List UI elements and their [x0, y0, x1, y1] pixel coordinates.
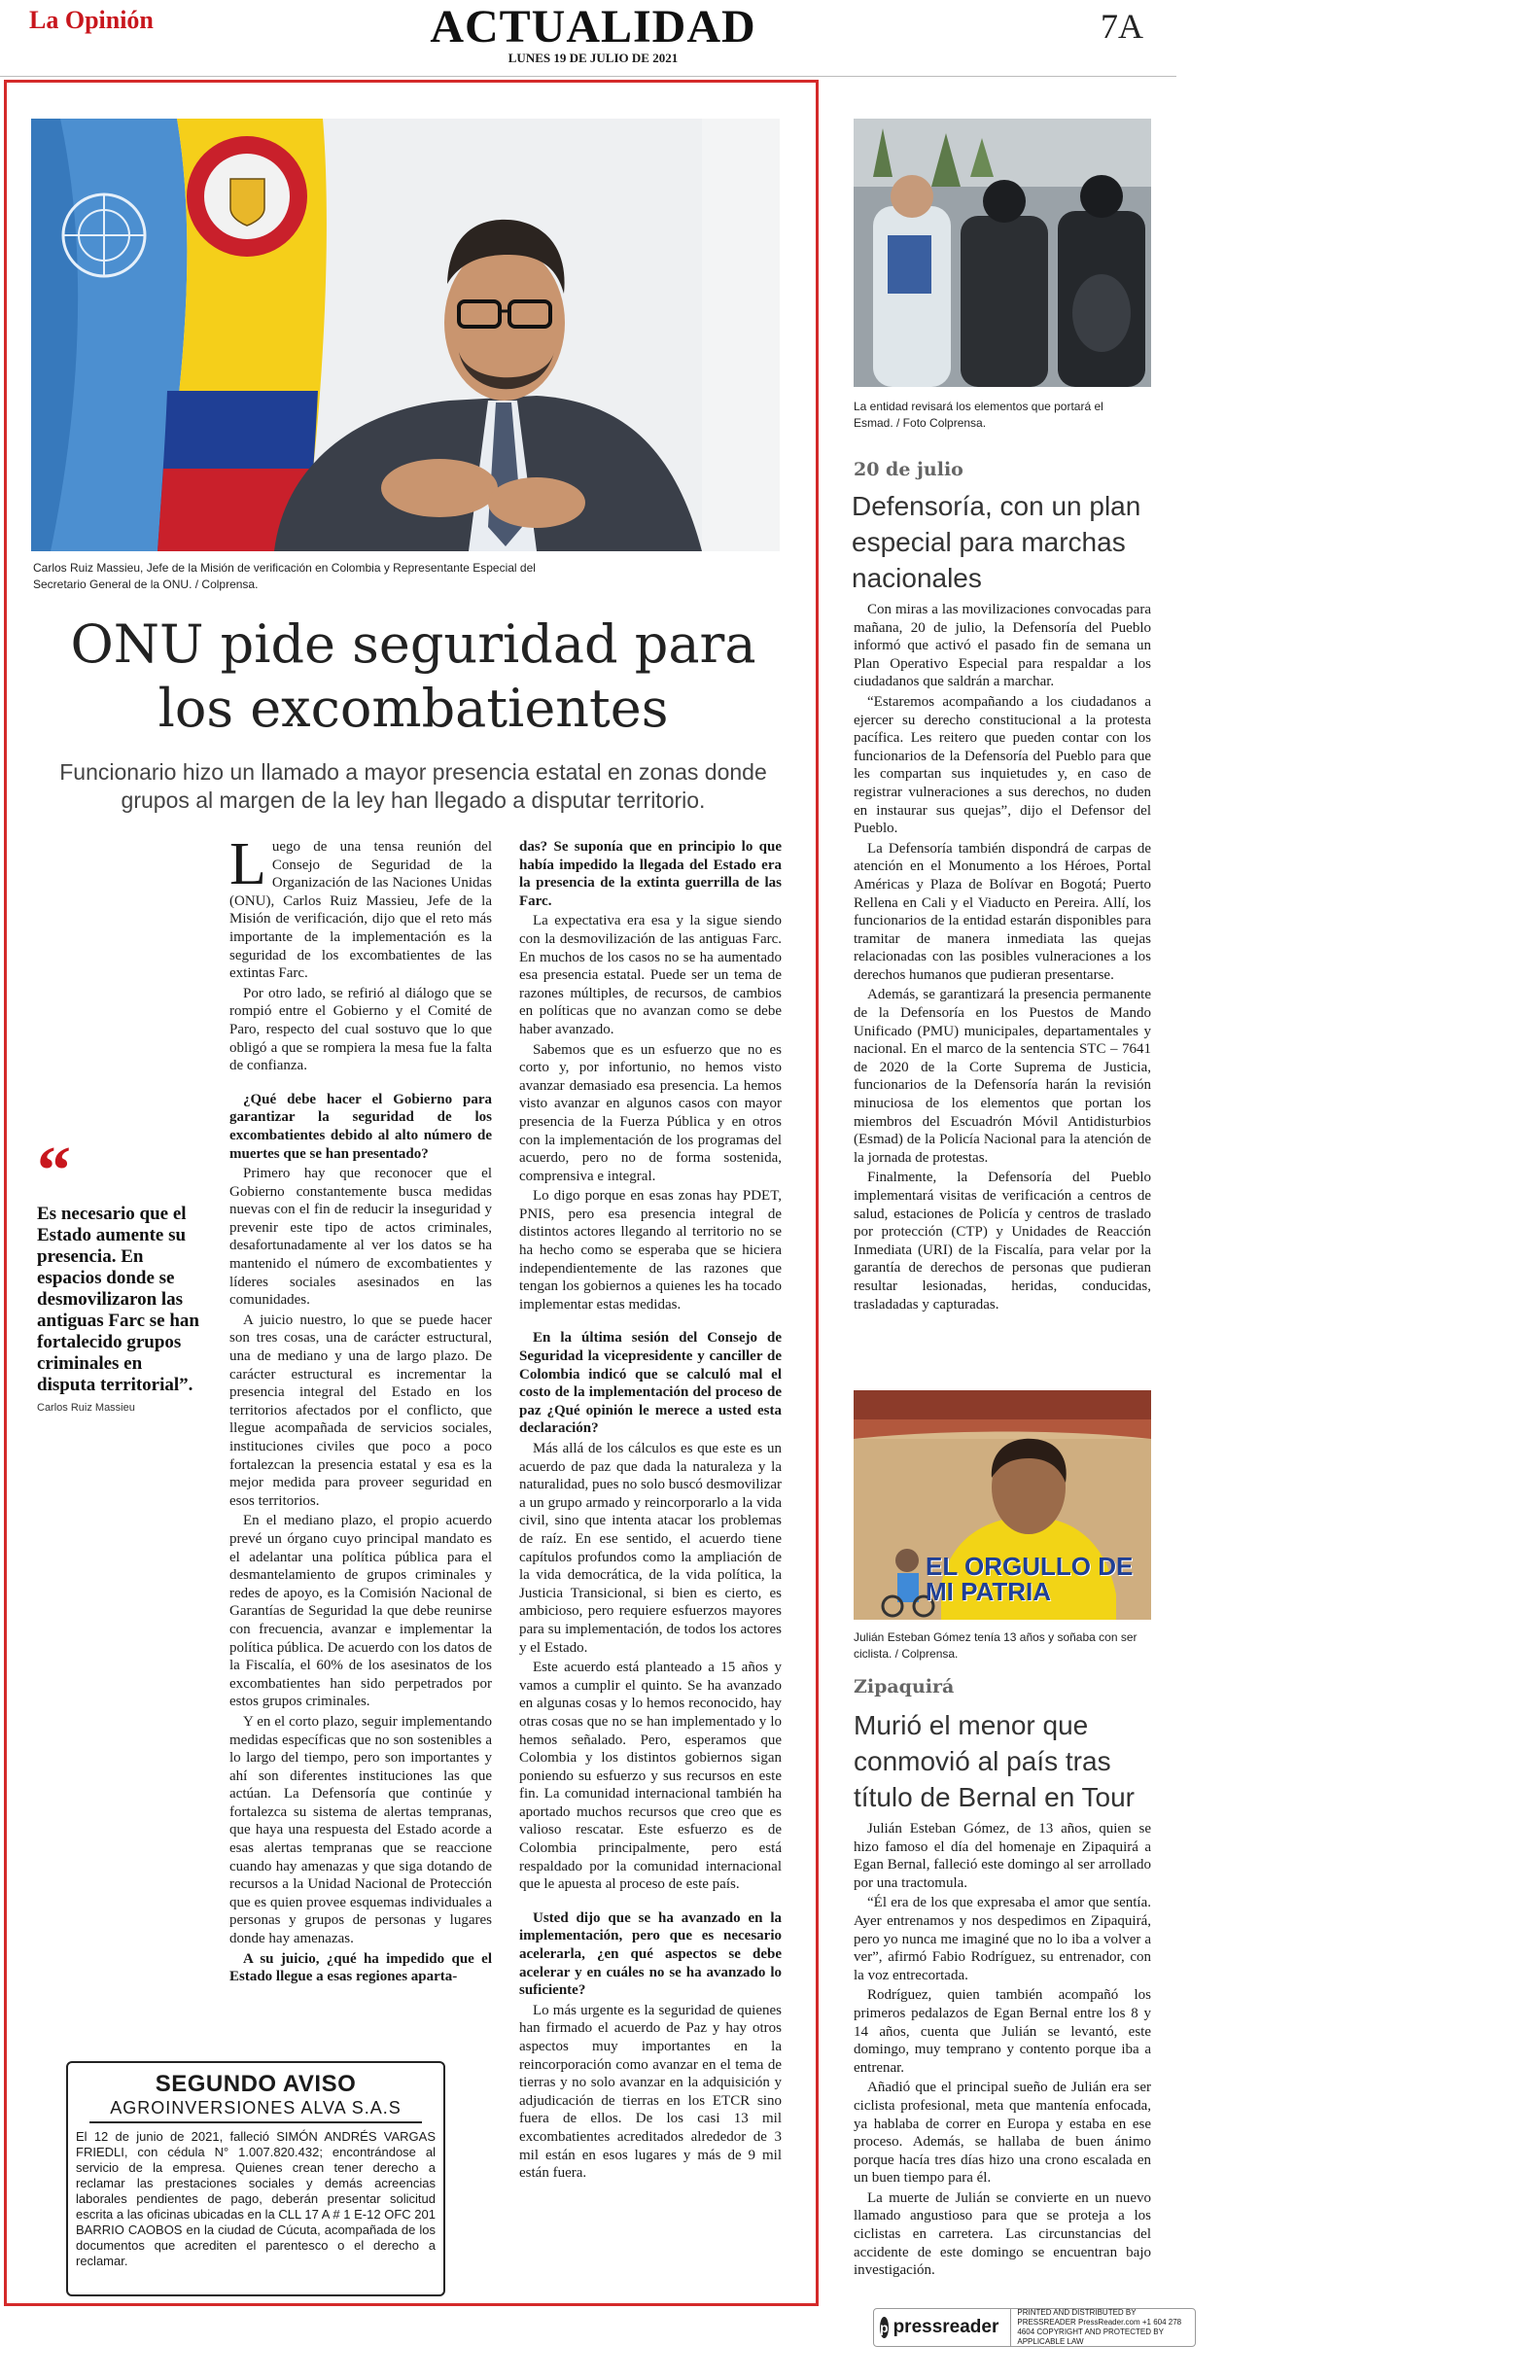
pull-quote-author: Carlos Ruiz Massieu	[37, 1402, 135, 1414]
pull-quote	[37, 1134, 200, 1414]
paragraph-text: Lo digo porque en esas zonas hay PDET, PNIS, pero esa presencia integral de distintos actores llegando al territorio no se ha hecho como se esperaba que se hiciera independientemente de las razones que tengan los gobiernos a quienes les ha tocado implementar estas medidas.	[519, 1188, 782, 1312]
defensoria-photo	[854, 119, 1151, 387]
mural-photo	[854, 1390, 1151, 1620]
article-paragraph: La muerte de Julián se convierte en un nuevo llamado angustioso para que se proteja a los ciclistas en carretera. Las circunstancias del accidente de este domingo se encuentran bajo investigación.	[854, 2189, 1151, 2279]
main-article-photo	[31, 119, 780, 551]
article-paragraph: Julián Esteban Gómez, de 13 años, quien se hizo famoso el día del homenaje en Zipaquirá a Egan Bernal, falleció este domingo al ser arrollado por una tractomula.	[854, 1821, 1151, 1891]
pressreader-badge[interactable]	[873, 2308, 1196, 2347]
paragraph-text: Lo más urgente es la seguridad de quienes han firmado el acuerdo de Paz y hay otros aspectos muy importantes en la reincorporación como avanzar en el tema de tierras y no solo avanzar en la adquisición y adjudicación de tierras en los ETCR sino fuera de ellos. De los casi 13 mil excombatientes acreditados alrededor de 3 mil están en esos lugares y más de 9 mil están fuera.	[519, 2002, 782, 2182]
article-paragraph: La Defensoría también dispondrá de carpas de atención en el Monumento a los Héroes, Portal Américas y Plaza de Bolívar en Bogotá; Puerto Rellena en Cali y el Viaducto en Pereira. Allí, los funcionarios de la entidad estarán disponibles para tramitar de manera inmediata las quejas relacionadas con las posibles vulneraciones a los derechos humanos que pudieran presentarse.	[854, 840, 1151, 983]
page-number: 7A	[1101, 7, 1143, 46]
paragraph-text: En el mediano plazo, el propio acuerdo prevé un órgano cuyo principal mandato es el adelantar una política pública para el desmantelamiento de grupos criminales y redes de apoyo, es la Comisión Nacional de Garantías de Seguridad la que debe reunirse con frecuencia, avanzar e implementar la política pública. De acuerdo con los datos de la Fiscalía, el 60% de los asesinatos de los excombatientes han sido perpetrados por estos grupos criminales.	[229, 1513, 492, 1710]
section-title: ACTUALIDAD	[430, 1, 756, 52]
article-paragraph	[519, 1041, 782, 1186]
pressreader-name: pressreader	[892, 2317, 999, 2337]
story-body-defensoria	[854, 601, 1151, 1315]
paragraph-text: Sabemos que es un esfuerzo que no es corto y, por infortunio, no hemos visto avanzar demasiado esa presencia. La hemos visto avanzar en algunos casos con mayor presencia de la Fuerza Pública y en otros con la implementación de los programas del acuerdo, pero no de forma sostenida, comprensiva e integral.	[519, 1041, 782, 1184]
mural-text: EL ORGULLO DE MI PATRIA	[926, 1552, 1134, 1606]
article-paragraph	[519, 912, 782, 1038]
photo-illustration	[31, 119, 780, 551]
article-paragraph: Finalmente, la Defensoría del Pueblo implementará visitas de verificación a centros de salud, estaciones de Policía y centros de traslado por protección (CTP) y Unidades de Reacción Inmediata (URI) de la Fiscalía, para velar por la garantía de derechos de personas que pudieran resultar lesionadas, heridas, conducidas, trasladadas y capturadas.	[854, 1170, 1151, 1312]
article-paragraph	[519, 1440, 782, 1657]
paragraph-text: En la última sesión del Consejo de Seguridad la vicepresidente y canciller de Colombia indicó que se calculó mal el costo de la implementación del proceso de paz ¿Qué opinión le merece a usted esta declaración?	[519, 1330, 782, 1437]
article-paragraph	[229, 1165, 492, 1310]
paragraph-text: Por otro lado, se refirió al diálogo que se rompió entre el Gobierno y el Comité de Paro, respecto del cual sostuvo que lo que obligó a que se rompiera la mesa fue la falta de confianza.	[229, 985, 492, 1074]
article-column-1	[229, 831, 492, 1988]
header-divider	[0, 76, 1176, 77]
article-paragraph: Con miras a las movilizaciones convocadas para mañana, 20 de julio, la Defensoría del Pueblo informó que activó el pasado fin de semana un Plan Operativo Especial para respaldar a los ciudadanos que saldrán a marchar.	[854, 602, 1151, 690]
paragraph-text: uego de una tensa reunión del Consejo de Seguridad de la Organización de las Naciones Unidas (ONU), Carlos Ruiz Massieu, Jefe de la Misión de verificación, dijo que el reto más importante de la implementación es la seguridad de los excombatientes de las extintas Farc.	[229, 839, 492, 982]
story-kicker-defensoria: 20 de julio	[854, 459, 963, 480]
story-headline-defensoria: Defensoría, con un plan especial para marchas nacionales	[852, 491, 1141, 593]
drop-cap: L	[229, 831, 266, 897]
mural-photo-caption: Julián Esteban Gómez tenía 13 años y soñaba con ser ciclista. / Colprensa.	[854, 1630, 1138, 1661]
story-headline-zipaquira: Murió el menor que conmovió al país tras título de Bernal en Tour	[854, 1710, 1136, 1812]
article-subheadline: Funcionario hizo un llamado a mayor presencia estatal en zonas donde grupos al margen de la ley han llegado a disputar territorio.	[59, 759, 767, 813]
newspaper-logo: La Opinión	[29, 6, 154, 34]
article-headline: ONU pide seguridad para los excombatientes	[70, 613, 756, 739]
paragraph-text: das? Se suponía que en principio lo que había impedido la llegada del Estado era la presencia de la extinta guerrilla de las Farc.	[519, 839, 782, 909]
article-paragraph: “Estaremos acompañando a los ciudadanos a ejercer su derecho constitucional a la protesta pacífica. Les reitero que pueden contar con los funcionarios de la Defensoría del Pueblo para que les compartan sus inquietudes y, en caso de registrar vulneraciones a sus derechos, no duden en instaurar sus quejas”, dijo el Defensor del Pueblo.	[854, 693, 1151, 837]
article-paragraph	[519, 838, 782, 910]
article-paragraph	[229, 1713, 492, 1948]
paragraph-text: Y en el corto plazo, seguir implementando medidas específicas que no son sostenibles a lo largo del tiempo, pero son importantes y ahí son diferentes instituciones las que actúan. La Defensoría que continúe y fortalezca su sistema de alertas tempranas, que haya una respuesta del Estado acorde a esas alertas tempranas que se reaccione cuando hay amenazas y que siga dotando de recursos a la Unidad Nacional de Protección que es quien provee esquemas individuales a personas y grupos de personas y lugares donde hay amenazas.	[229, 1713, 492, 1947]
article-paragraph	[229, 1950, 492, 1986]
paragraph-text: Más allá de los cálculos es que este es un acuerdo de paz que dada la naturaleza y la naturalidad, pues no solo buscó desmovilizar a un grupo armado y reincorporarlo a la vida civil, sino que intenta atacar los problemas de raíz. En ese sentido, el acuerdo tiene capítulos profundos como la ampliación de la vida democrática, de la vida política, la Justicia Transicional, si bien es cierto, es ambicioso, pero requiere esfuerzos mayores para su implementación, de todos los actores y el Estado.	[519, 1441, 782, 1656]
notice-company: AGROINVERSIONES ALVA S.A.S	[89, 2098, 422, 2123]
notice-body: El 12 de junio de 2021, falleció SIMÓN ANDRÉS VARGAS FRIEDLI, con cédula N° 1.007.820.432; encontrándose al servicio de la empresa. Quienes crean tener derecho a reclamar las prestaciones sociales y demás acreencias laborales pendientes de pago, deberán presentar solicitud escrita a las oficinas ubicadas en la CLL 17 A # 1 E-12 OFC 201 BARRIO CAOBOS en la ciudad de Cúcuta, acompañada de los documentos que acrediten el parentesco o el derecho a reclamar.	[76, 2129, 436, 2268]
notice-title: SEGUNDO AVISO	[155, 2071, 357, 2097]
story-body-zipaquira	[854, 1820, 1151, 2282]
article-paragraph	[519, 2002, 782, 2183]
paragraph-text: A su juicio, ¿qué ha impedido que el Estado llegue a esas regiones aparta-	[229, 1950, 492, 1985]
article-paragraph	[229, 1512, 492, 1711]
pressreader-info: PRINTED AND DISTRIBUTED BY PRESSREADER PressReader.com +1 604 278 4604 COPYRIGHT AND PROTECTED BY APPLICABLE LAW	[1010, 2308, 1189, 2347]
defensoria-photo-caption: La entidad revisará los elementos que portará el Esmad. / Foto Colprensa.	[854, 400, 1103, 430]
article-paragraph	[519, 1659, 782, 1894]
interview-question	[519, 1329, 782, 1438]
interview-question	[519, 1909, 782, 2000]
interview-question	[229, 1091, 492, 1163]
article-paragraph: Añadió que el principal sueño de Julián era ser ciclista profesional, meta que mantenía enfocada, ya hablaba de correr en Europa y estaba en ese proceso. Además, se hallaba de buen ánimo porque hacía tres días hizo una crono escalada en un buen tiempo para él.	[854, 2080, 1151, 2187]
article-paragraph	[519, 1187, 782, 1313]
quote-mark-icon: “	[37, 1134, 71, 1208]
paragraph-text: ¿Qué debe hacer el Gobierno para garantizar la seguridad de los excombatientes debido al alto número de muertes que se han presentado?	[229, 1091, 492, 1162]
article-paragraph: Rodríguez, quien también acompañó los primeros pedalazos de Egan Bernal entre los 8 y 14 años, cuenta que Julián se levantó, este domingo, muy temprano y contento porque iba a entrenar.	[854, 1987, 1151, 2076]
story-kicker-zipaquira: Zipaquirá	[854, 1676, 955, 1698]
police-scene-illustration	[854, 119, 1151, 387]
paragraph-text: Este acuerdo está planteado a 15 años y vamos a cumplir el quinto. Se ha avanzado en algunas cosas y lo hemos reconocido, hay otras cosas que no se han implementado y lo hemos señalado. Pero, esperamos que Colombia y los distintos gobiernos sigan poniendo su esfuerzo y sus recursos en este fin. La comunidad internacional también ha aportado muchos recursos que creo que es valioso rescatar. Este esfuerzo es de Colombia principalmente, pero está respaldado por la comunidad internacional que le apuesta al proceso de este país.	[519, 1660, 782, 1893]
paragraph-text: La expectativa era esa y la sigue siendo con la desmovilización de las antiguas Farc. En muchos de los casos no se ha aumentado esa presencia estatal. Puede ser un tema de razones múltiples, de recursos, de cambios en políticas que no avanzan como se debe haber avanzado.	[519, 913, 782, 1037]
legal-notice-box	[66, 2061, 445, 2296]
main-photo-caption: Carlos Ruiz Massieu, Jefe de la Misión de verificación en Colombia y Representante Especial del Secretario General de la ONU. / Colprensa.	[33, 561, 536, 591]
article-paragraph: Además, se garantizará la presencia permanente de la Defensoría en los Puestos de Mando Unificado (PMU) municipales, departamentales y nacional. En el marco de la sentencia STC – 7641 de 2020 de la Corte Suprema de Justicia, funcionarios de la Defensoría harán la revisión minuciosa de los elementos que portan los miembros del Escuadrón Móvil Antidisturbios (Esmad) de la Policía Nacional para la atención de la jornada de protestas.	[854, 987, 1151, 1166]
article-paragraph	[229, 985, 492, 1075]
article-column-2	[519, 838, 782, 2185]
pull-quote-text: Es necesario que el Estado aumente su presencia. En espacios donde se desmovilizaron las antiguas Farc se han fortalecido grupos criminales en disputa territorial”.	[37, 1204, 199, 1395]
paragraph-text: Usted dijo que se ha avanzado en la implementación, pero que es necesario acelerarla, ¿en qué aspectos se debe acelerar y en cuáles no se ha avanzado lo suficiente?	[519, 1909, 782, 1999]
article-paragraph: “Él era de los que expresaba el amor que sentía. Ayer entrenamos y nos despedimos en Zipaquirá, pero yo nunca me imaginé que no lo iba a volver a ver”, afirmó Fabio Rodríguez, su entrenador, con la voz entrecortada.	[854, 1895, 1151, 1983]
article-paragraph	[229, 831, 492, 983]
paragraph-text: Primero hay que reconocer que el Gobierno constantemente busca medidas nuevas con el fin de reducir la inseguridad y prevenir este tipo de actos criminales, desafortunadamente al ver los datos se ha mantenido el número de excombatientes y líderes sociales asesinados en las comunidades.	[229, 1166, 492, 1309]
article-paragraph	[229, 1312, 492, 1511]
pressreader-icon: p	[880, 2317, 889, 2338]
paragraph-text: A juicio nuestro, lo que se puede hacer son tres cosas, una de carácter estructural, una de mediano y una de largo plazo. De carácter estructural es incrementar la presencia integral del Estado en los territorios afectados por el conflicto, que llegue acompañada de servicios sociales, instituciones civiles que poco a poco fortalezcan la presencia estatal y esa es la mejor medida para proveer seguridad en esos territorios.	[229, 1312, 492, 1509]
issue-date: LUNES 19 DE JULIO DE 2021	[508, 51, 679, 65]
